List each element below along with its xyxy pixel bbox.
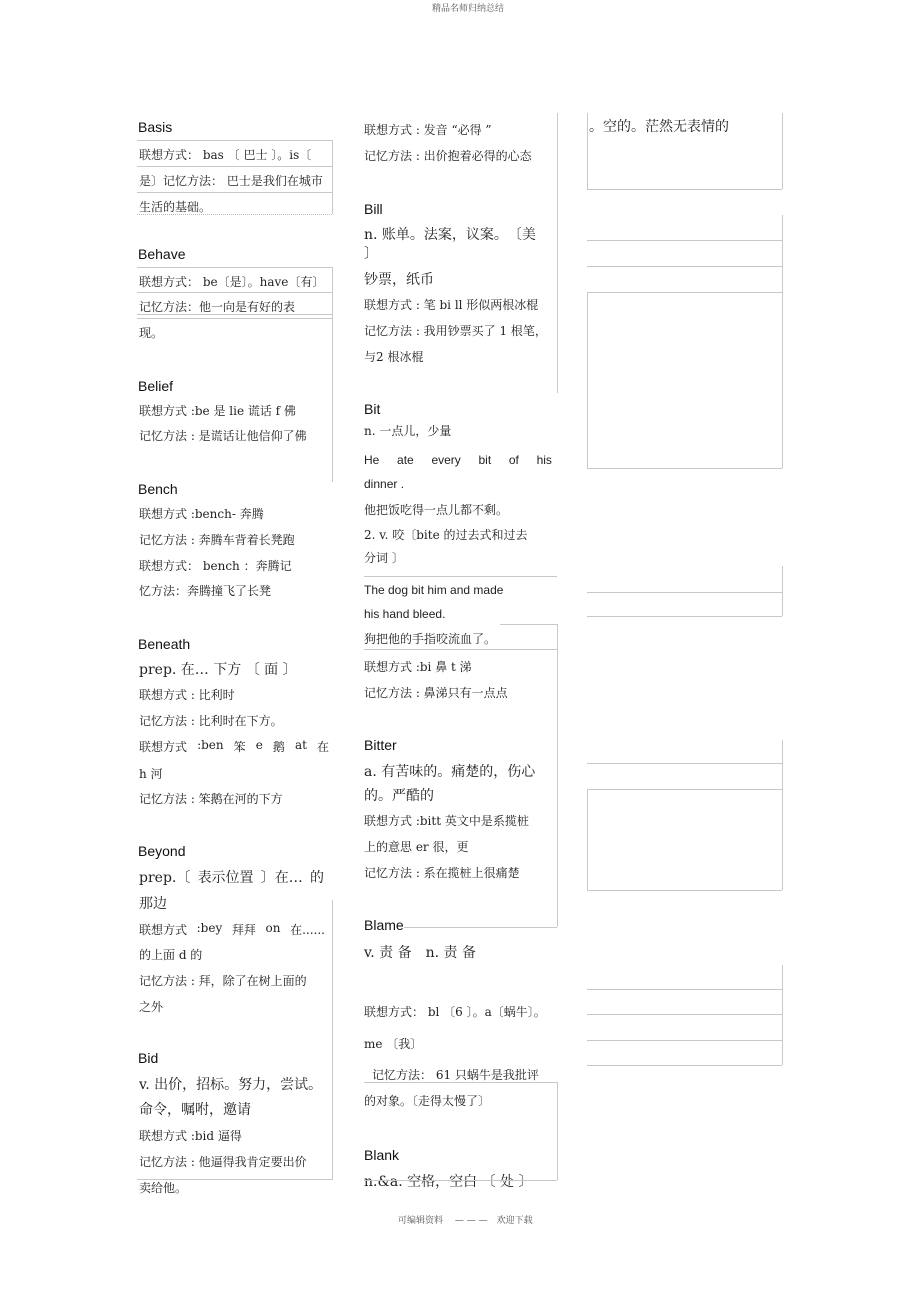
rule [782, 215, 783, 468]
rule [587, 1014, 782, 1015]
line: 联想方式 : 比利时 [139, 688, 235, 702]
definition [139, 867, 324, 887]
rule [137, 192, 332, 193]
headword: Bid [138, 1050, 159, 1066]
rule [500, 624, 557, 625]
line: 生活的基础。 [139, 200, 212, 214]
line: 联想方式 :bi 鼻 t 涕 [364, 660, 472, 674]
definition: 〕 [364, 246, 378, 262]
rule [364, 1082, 557, 1083]
line: 记忆方法 : 笨鹅在河的下方 [139, 792, 283, 806]
line [139, 921, 325, 938]
line: h 河 [139, 767, 163, 781]
rule [137, 166, 332, 167]
rule [587, 763, 782, 764]
definition: 。空的。茫然无表情的 [589, 119, 729, 135]
line: 忆方法：奔腾撞飞了长凳 [139, 584, 272, 598]
rule [587, 240, 782, 241]
definition: a. 有苦味的。痛楚的，伤心 [364, 764, 536, 780]
word-part: 鹅 [272, 740, 285, 754]
rule [587, 1065, 782, 1066]
headword: Blame [364, 917, 404, 933]
line: 的上面 d 的 [139, 948, 203, 962]
rule [587, 789, 588, 890]
rule [587, 292, 588, 468]
rule [587, 292, 782, 293]
word-part: e [255, 738, 263, 752]
line: 联想方式： bl 〔6 〕。a〔蜗牛〕。 [364, 1005, 546, 1019]
line: 与2 根冰棍 [364, 350, 424, 364]
example [364, 453, 552, 467]
rule [137, 214, 332, 215]
word-part: on [265, 921, 281, 935]
word-part: 拜拜 [231, 923, 256, 937]
line: 联想方式 :bench- 奔腾 [139, 507, 264, 521]
headword: Beneath [138, 636, 191, 652]
rule [587, 468, 782, 469]
word-part: :ben [197, 738, 224, 752]
rule [587, 189, 782, 190]
line: 联想方式 :be 是 lie 谎话 f 佛 [139, 404, 296, 418]
rule [782, 113, 783, 189]
word-part: ate [397, 453, 414, 467]
rule [404, 927, 557, 928]
word-part: every [431, 453, 461, 467]
headword: Belief [138, 378, 174, 394]
word-part: 〕在… [260, 870, 303, 886]
rule [782, 965, 783, 1065]
rule [557, 624, 558, 927]
line: 联想方式 : 发音 “必得 ” [364, 123, 492, 137]
line: 卖给他。 [139, 1181, 188, 1195]
rule [364, 1180, 557, 1181]
rule [587, 616, 782, 617]
word-part: 联想方式 [139, 740, 188, 754]
line: 的对象。〔走得太慢了〕 [364, 1094, 491, 1108]
rule [557, 113, 558, 393]
definition: prep. 在… 下方 〔 面 〕 [139, 662, 297, 678]
definition: n.&a. 空格，空白 〔 处 〕 [364, 1174, 533, 1190]
rule [557, 1082, 558, 1180]
definition: n. 账单。法案，议案。 〔美 [364, 227, 536, 243]
word-part: of [508, 453, 519, 467]
example: The dog bit him and made [364, 583, 504, 597]
definition: v. 出价，招标。努力，尝试。 [139, 1077, 323, 1093]
word-part: bit [478, 453, 492, 467]
headword: Behave [138, 246, 186, 262]
word-part: his [536, 453, 552, 467]
headword: Blank [364, 1147, 400, 1163]
line: 联想方式 :bitt 英文中是系揽桩 [364, 814, 529, 828]
line: 联想方式： be〔是〕。have〔有〕 [139, 275, 325, 289]
rule [364, 649, 557, 650]
example: his hand bleed. [364, 607, 446, 621]
definition: 钞票，纸币 [364, 272, 434, 288]
rule [587, 789, 782, 790]
rule [137, 1179, 332, 1180]
word-part: 联想方式 [139, 923, 188, 937]
line: 记忆方法 : 我用钞票买了 1 根笔， [364, 324, 547, 338]
rule [137, 318, 332, 319]
rule [587, 989, 782, 990]
headword: Beyond [138, 843, 186, 859]
rule [587, 890, 782, 891]
line: 联想方式 :bid 逼得 [139, 1129, 242, 1143]
line: 联想方式： bas 〔 巴士 〕。is〔 [139, 148, 312, 162]
rule [364, 576, 557, 577]
rule [332, 900, 333, 1180]
example: dinner . [364, 477, 405, 491]
headword: Basis [138, 119, 173, 135]
word-part: He [364, 453, 380, 467]
word-part: 笨 [233, 740, 246, 754]
word-part: :bey [196, 921, 223, 935]
translation: 狗把他的手指咬流血了。 [364, 632, 497, 646]
definition: 2. v. 咬〔bite 的过去式和过去 [364, 528, 528, 542]
word-part: prep.〔 [139, 870, 191, 886]
line [139, 738, 329, 755]
definition: n. 一点儿，少量 [364, 424, 452, 438]
line: 记忆方法 : 是谎话让他信仰了佛 [139, 429, 307, 443]
definition: 的。严酷的 [364, 788, 434, 804]
line: 记忆方法 : 拜，除了在树上面的 [139, 974, 307, 988]
definition: 那边 [139, 896, 167, 912]
page-footer: 可编辑资料 — — — 欢迎下载 [398, 1216, 533, 1226]
definition: v. 责 备 n. 责 备 [364, 945, 476, 961]
headword: Bench [138, 481, 178, 497]
rule [587, 1040, 782, 1041]
line: 上的意思 er 很，更 [364, 840, 469, 854]
word-part: 在 [316, 740, 329, 754]
rule [587, 592, 782, 593]
rule [587, 266, 782, 267]
word-part: 的 [309, 870, 324, 886]
line: 记忆方法 : 比利时在下方。 [139, 714, 283, 728]
page-header: 精品名师归纳总结 [432, 4, 505, 14]
headword: Bit [364, 401, 381, 417]
line: 联想方式： bench ：奔腾记 [139, 559, 292, 573]
rule [137, 292, 332, 293]
definition: 命令，嘱咐，邀请 [139, 1102, 251, 1118]
line: 是〕记忆方法： 巴士是我们在城市 [139, 174, 323, 188]
line: 记忆方法 : 系在揽桩上很痛楚 [364, 866, 520, 880]
line: 之外 [139, 1000, 164, 1014]
word-part: 表示位置 [197, 870, 254, 886]
rule [782, 566, 783, 616]
line: 记忆方法 : 他逼得我肯定要出价 [139, 1155, 307, 1169]
line: me 〔我〕 [364, 1037, 423, 1051]
line: 现。 [139, 326, 164, 340]
rule [332, 140, 333, 214]
line: 记忆方法 : 奔腾车背着长凳跑 [139, 533, 295, 547]
line: 记忆方法： 61 只蜗牛是我批评 [372, 1068, 539, 1082]
rule [137, 314, 332, 315]
line: 联想方式 : 笔 bi ll 形似两根冰棍 [364, 298, 539, 312]
word-part: 在...... [290, 923, 325, 937]
rule [332, 267, 333, 482]
translation: 他把饭吃得一点儿都不剩。 [364, 503, 509, 517]
line: 记忆方法 : 鼻涕只有一点点 [364, 686, 508, 700]
definition: 分词 〕 [364, 551, 404, 565]
rule [587, 113, 588, 189]
rule [137, 140, 332, 141]
rule [137, 267, 332, 268]
rule [782, 740, 783, 890]
line: 记忆方法：他一向是有好的表 [139, 300, 296, 314]
word-part: at [294, 738, 307, 752]
headword: Bill [364, 201, 383, 217]
line: 记忆方法 : 出价抱着必得的心态 [364, 149, 532, 163]
headword: Bitter [364, 737, 397, 753]
